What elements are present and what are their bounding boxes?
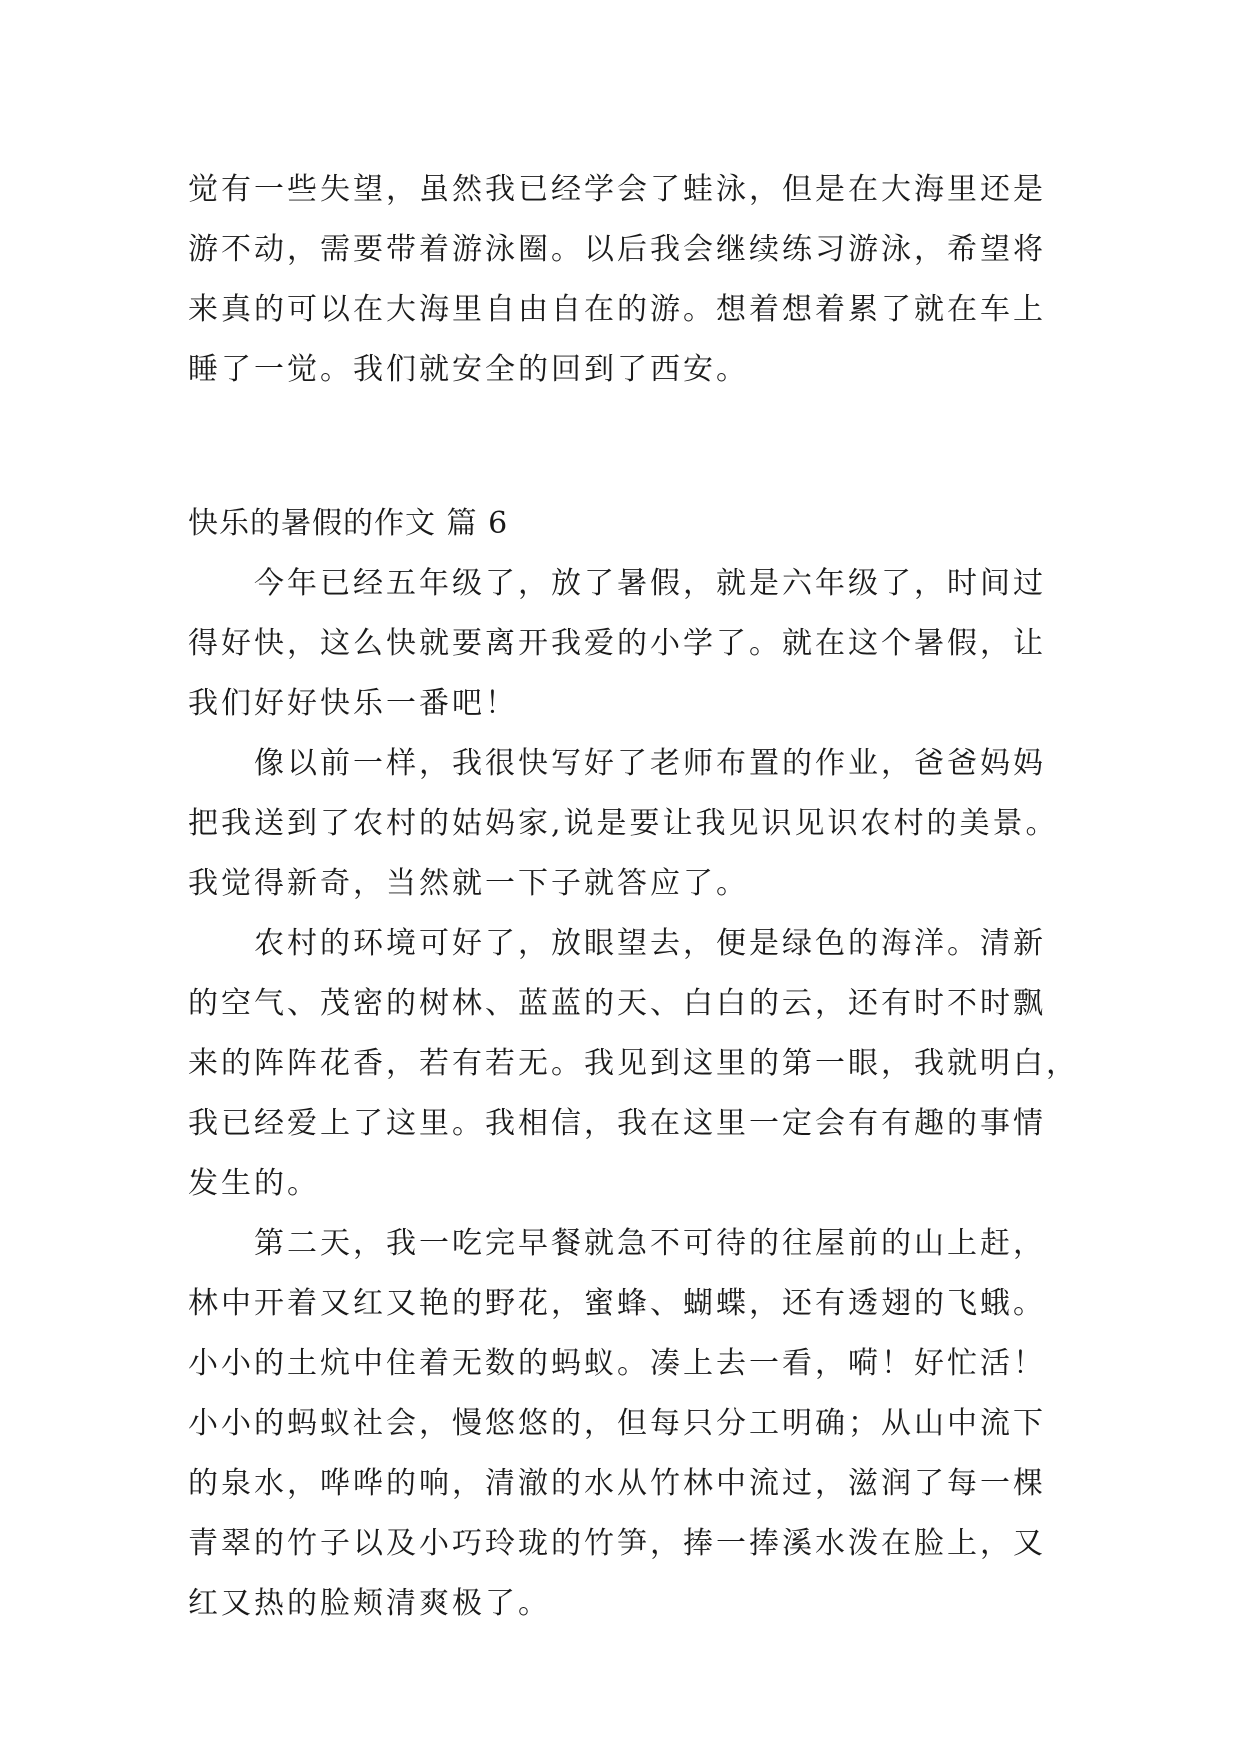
text-column <box>188 160 1079 1634</box>
text-line: 小小的蚂蚁社会，慢悠悠的，但每只分工明确；从山中流下 <box>188 1406 1046 1441</box>
article-paragraph-1 <box>188 554 1058 734</box>
article-paragraph-2 <box>188 734 1058 914</box>
text-line: 得好快，这么快就要离开我爱的小学了。就在这个暑假，让 <box>188 626 1046 661</box>
text-line: 我已经爱上了这里。我相信，我在这里一定会有有趣的事情 <box>188 1106 1046 1141</box>
text-line: 来真的可以在大海里自由自在的游。想着想着累了就在车上 <box>188 292 1046 327</box>
text-line: 小小的土炕中住着无数的蚂蚁。凑上去一看，嗬！好忙活！ <box>188 1346 1046 1381</box>
text-line: 像以前一样，我很快写好了老师布置的作业，爸爸妈妈 <box>254 746 1046 781</box>
text-line: 第二天，我一吃完早餐就急不可待的往屋前的山上赶， <box>254 1226 1046 1261</box>
article-paragraph-4 <box>188 1214 1058 1634</box>
article-paragraph-3 <box>188 914 1079 1214</box>
text-line: 的空气、茂密的树林、蓝蓝的天、白白的云，还有时不时飘 <box>188 986 1046 1021</box>
text-line: 的泉水，哗哗的响，清澈的水从竹林中流过，滋润了每一棵 <box>188 1466 1046 1501</box>
section-spacer <box>188 400 1058 494</box>
text-line: 睡了一觉。我们就安全的回到了西安。 <box>188 352 749 387</box>
text-line: 把我送到了农村的姑妈家,说是要让我见识见识农村的美景。 <box>188 806 1059 841</box>
text-line: 来的阵阵花香，若有若无。我见到这里的第一眼，我就明白， <box>188 1046 1079 1081</box>
text-line: 农村的环境可好了，放眼望去，便是绿色的海洋。清新 <box>254 926 1046 961</box>
text-line: 游不动，需要带着游泳圈。以后我会继续练习游泳，希望将 <box>188 232 1046 267</box>
text-line: 今年已经五年级了，放了暑假，就是六年级了，时间过 <box>254 566 1046 601</box>
text-line: 觉有一些失望，虽然我已经学会了蛙泳，但是在大海里还是 <box>188 172 1046 207</box>
text-line: 林中开着又红又艳的野花，蜜蜂、蝴蝶，还有透翅的飞蛾。 <box>188 1286 1046 1321</box>
text-line: 我们好好快乐一番吧！ <box>188 686 518 721</box>
text-line: 我觉得新奇，当然就一下子就答应了。 <box>188 866 749 901</box>
article-title: 快乐的暑假的作文 篇 6 <box>188 506 509 541</box>
intro-paragraph <box>188 160 1058 400</box>
text-line: 青翠的竹子以及小巧玲珑的竹笋，捧一捧溪水泼在脸上，又 <box>188 1526 1046 1561</box>
text-line: 发生的。 <box>188 1166 320 1201</box>
text-line: 红又热的脸颊清爽极了。 <box>188 1586 551 1621</box>
